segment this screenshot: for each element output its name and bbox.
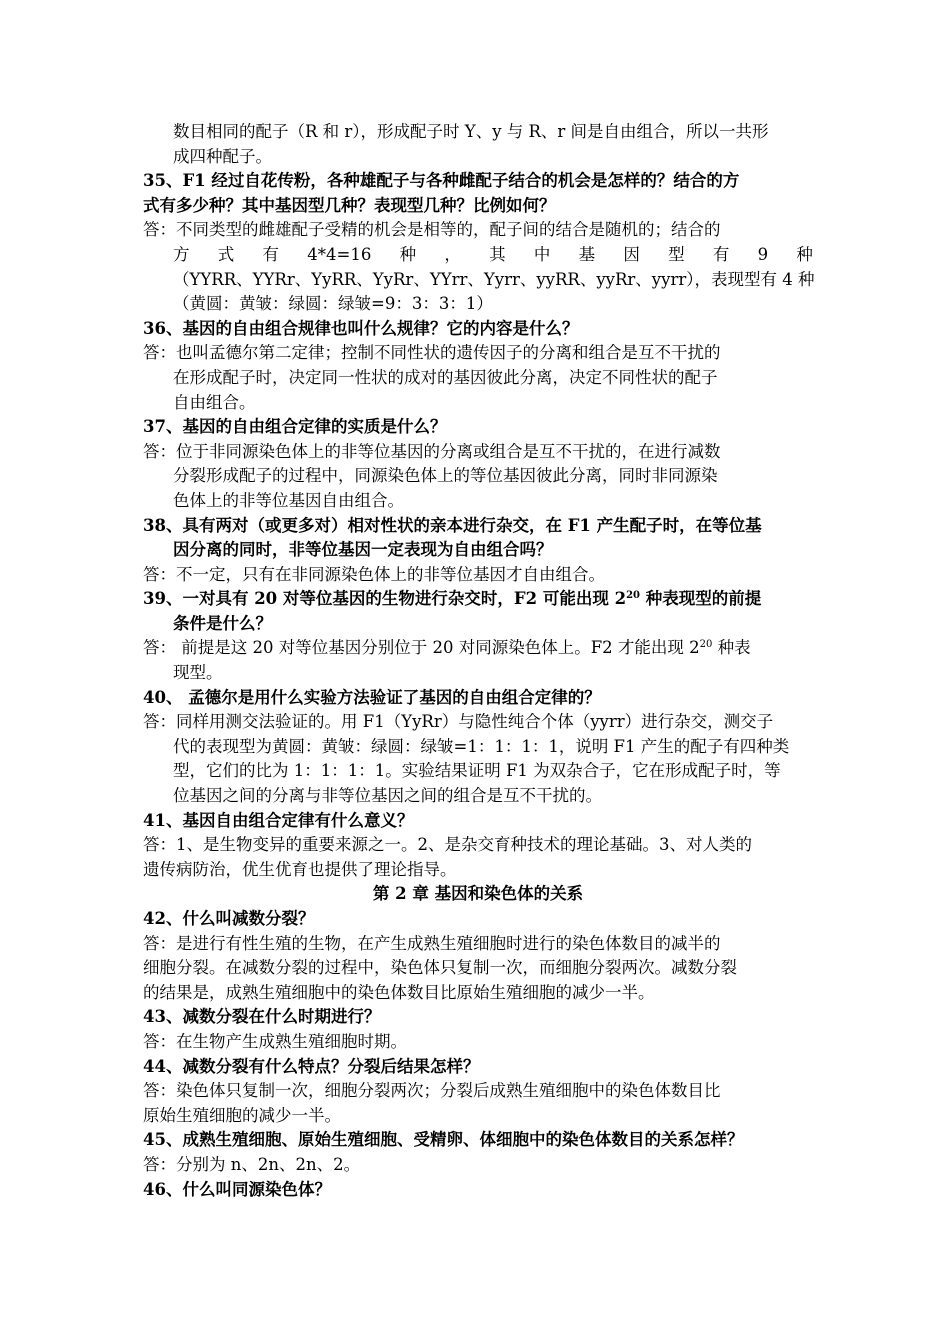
question-block xyxy=(143,587,813,636)
line-text: 条件是什么？ xyxy=(173,613,272,633)
line-text-after: 种表 xyxy=(712,638,751,658)
question-line xyxy=(143,587,813,612)
line-text: 自由组合。 xyxy=(173,392,256,412)
line-text: 39、一对具有 20 对等位基因的生物进行杂交时，F2 可能出现 2 xyxy=(143,589,627,609)
answer-line xyxy=(143,243,813,268)
question-block xyxy=(143,169,813,218)
line-text: 的结果是，成熟生殖细胞中的染色体数目比原始生殖细胞的减少一半。 xyxy=(143,982,655,1002)
justified-token: 有 xyxy=(262,244,279,264)
line-text: 色体上的非等位基因自由组合。 xyxy=(173,490,404,510)
line-text: 35、F1 经过自花传粉，各种雄配子与各种雌配子结合的机会是怎样的？结合的方 xyxy=(143,171,740,191)
line-text: 44、减数分裂有什么特点？分裂后结果怎样？ xyxy=(143,1056,480,1076)
question-line xyxy=(143,514,813,539)
question-line xyxy=(143,194,813,219)
answer-line xyxy=(143,268,813,293)
question-block xyxy=(143,1005,813,1030)
justified-token: 中 xyxy=(533,244,551,264)
justified-token: 其 xyxy=(489,244,506,264)
line-text: 45、成熟生殖细胞、原始生殖细胞、受精卵、体细胞中的染色体数目的关系怎样？ xyxy=(143,1130,744,1150)
answer-line xyxy=(143,292,813,317)
line-text: 答：不一定，只有在非同源染色体上的非等位基因才自由组合。 xyxy=(143,564,605,584)
document-page xyxy=(143,120,813,1202)
answer-line xyxy=(143,563,813,588)
answer-block xyxy=(143,563,813,588)
question-block xyxy=(143,1178,813,1203)
question-line xyxy=(143,1055,813,1080)
chapter-heading-block xyxy=(143,882,813,907)
line-text: 36、基因的自由组合规律也叫什么规律？它的内容是什么？ xyxy=(143,318,579,338)
line-text: 答：不同类型的雌雄配子受精的机会是相等的，配子间的结合是随机的；结合的 xyxy=(143,220,721,240)
line-text: 答：也叫孟德尔第二定律；控制不同性状的遗传因子的分离和组合是互不干扰的 xyxy=(143,343,721,363)
line-text: 答：是进行有性生殖的生物，在产生成熟生殖细胞时进行的染色体数目的减半的 xyxy=(143,933,721,953)
superscript: 20 xyxy=(626,590,640,602)
question-block xyxy=(143,907,813,932)
line-text-after: 种表现型的前提 xyxy=(640,589,762,609)
line-text: 37、基因的自由组合定律的实质是什么？ xyxy=(143,417,447,437)
answer-block xyxy=(143,120,813,169)
line-text: （YYRR、YYRr、YyRR、YyRr、YYrr、Yyrr、yyRR、yyRr、yyrr），表现型有 4 种 xyxy=(173,269,815,289)
question-block xyxy=(143,686,813,711)
question-block xyxy=(143,415,813,440)
line-text: 细胞分裂。在减数分裂的过程中，染色体只复制一次，而细胞分裂两次。减数分裂 xyxy=(143,958,737,978)
question-line xyxy=(143,538,813,563)
line-text: 42、什么叫减数分裂？ xyxy=(143,909,315,928)
answer-line xyxy=(143,489,813,514)
question-line xyxy=(143,1178,813,1203)
answer-line xyxy=(143,391,813,416)
question-line xyxy=(143,612,813,637)
line-text: 型，它们的比为 1：1：1：1。实验结果证明 F1 为双杂合子，它在形成配子时，等 xyxy=(173,761,781,781)
line-text: 答：同样用测交法验证的。用 F1（YyRr）与隐性纯合个体（yyrr）进行杂交，测交子 xyxy=(143,712,774,732)
question-line xyxy=(143,169,813,194)
question-line xyxy=(143,317,813,342)
answer-line xyxy=(143,341,813,366)
answer-line xyxy=(143,145,813,170)
justified-token: 有 xyxy=(712,244,730,264)
question-block xyxy=(143,514,813,563)
line-text: 41、基因自由组合定律有什么意义？ xyxy=(143,810,414,830)
superscript: 20 xyxy=(699,639,713,651)
line-text: 第 2 章 基因和染色体的关系 xyxy=(372,884,584,904)
justified-token: 因 xyxy=(623,244,640,264)
line-text: 遗传病防治，优生优育也提供了理论指导。 xyxy=(143,859,457,879)
answer-line xyxy=(143,981,813,1006)
answer-block xyxy=(143,932,813,1006)
justified-token: 种 xyxy=(796,244,813,264)
question-line xyxy=(143,1128,813,1153)
answer-block xyxy=(143,440,813,514)
line-text: （黄圆：黄皱：绿圆：绿皱=9：3：3：1） xyxy=(173,294,493,314)
answer-line xyxy=(143,636,813,661)
answer-line xyxy=(143,366,813,391)
question-line xyxy=(143,415,813,440)
answer-line xyxy=(143,1030,813,1055)
line-text: 成四种配子。 xyxy=(173,146,272,166)
answer-line xyxy=(143,1153,813,1178)
line-text: 分裂形成配子的过程中，同源染色体上的等位基因彼此分离，同时非同源染 xyxy=(173,466,718,486)
answer-block xyxy=(143,1079,813,1128)
answer-line xyxy=(143,1104,813,1129)
justified-token: 方 xyxy=(173,244,190,264)
line-text: 答：在生物产生成熟生殖细胞时期。 xyxy=(143,1031,407,1051)
line-text: 答： 前提是这 20 对等位基因分别位于 20 对同源染色体上。F2 才能出现 2 xyxy=(143,638,700,658)
line-text: 40、 孟德尔是用什么实验方法验证了基因的自由组合定律的？ xyxy=(143,687,601,707)
line-text: 答：1、是生物变异的重要来源之一。2、是杂交育种技术的理论基础。3、对人类的 xyxy=(143,835,752,855)
line-text: 数目相同的配子（R 和 r），形成配子时 Y、y 与 R、r 间是自由组合，所以一共形 xyxy=(173,122,769,141)
answer-block xyxy=(143,833,813,882)
line-text: 式有多少种？其中基因型几种？表现型几种？比例如何？ xyxy=(143,195,556,215)
answer-line xyxy=(143,956,813,981)
line-text: 位基因之间的分离与非等位基因之间的组合是互不干扰的。 xyxy=(173,786,602,806)
question-block xyxy=(143,809,813,834)
answer-block xyxy=(143,710,813,808)
justified-token: 基 xyxy=(578,244,596,264)
question-block xyxy=(143,1128,813,1153)
question-line xyxy=(143,907,813,932)
line-text: 现型。 xyxy=(173,663,223,683)
answer-line xyxy=(143,218,813,243)
answer-line xyxy=(143,120,813,145)
justified-token: 4*4=16 xyxy=(307,244,372,264)
question-block xyxy=(143,317,813,342)
line-text: 在形成配子时，决定同一性状的成对的基因彼此分离，决定不同性状的配子 xyxy=(173,367,718,387)
question-line xyxy=(143,686,813,711)
question-block xyxy=(143,1055,813,1080)
justified-token: 型 xyxy=(668,244,685,264)
justified-token: 种 xyxy=(399,244,417,264)
line-text: 46、什么叫同源染色体？ xyxy=(143,1179,331,1199)
answer-line xyxy=(143,784,813,809)
line-text: 因分离的同时，非等位基因一定表现为自由组合吗？ xyxy=(173,540,553,560)
line-text: 43、减数分裂在什么时期进行？ xyxy=(143,1007,381,1027)
answer-block xyxy=(143,1030,813,1055)
answer-line xyxy=(143,833,813,858)
answer-line xyxy=(143,464,813,489)
line-text: 代的表现型为黄圆：黄皱：绿圆：绿皱=1：1：1：1，说明 F1 产生的配子有四种类 xyxy=(173,736,790,756)
answer-line xyxy=(143,858,813,883)
justified-token: 式 xyxy=(217,244,235,264)
line-text: 38、具有两对（或更多对）相对性状的亲本进行杂交，在 F1 产生配子时，在等位基 xyxy=(143,515,762,535)
question-line xyxy=(143,1005,813,1030)
line-text: 答：分别为 n、2n、2n、2。 xyxy=(143,1154,361,1174)
answer-block xyxy=(143,636,813,685)
answer-line xyxy=(143,661,813,686)
answer-line xyxy=(143,759,813,784)
answer-line xyxy=(143,440,813,465)
answer-line xyxy=(143,735,813,760)
chapter-heading-line xyxy=(143,882,813,907)
question-line xyxy=(143,809,813,834)
answer-line xyxy=(143,932,813,957)
line-text: 答：位于非同源染色体上的非等位基因的分离或组合是互不干扰的，在进行减数 xyxy=(143,441,721,461)
justified-token: ， xyxy=(444,244,461,264)
answer-line xyxy=(143,710,813,735)
answer-block xyxy=(143,1153,813,1178)
answer-block xyxy=(143,218,813,316)
answer-line xyxy=(143,1079,813,1104)
line-text: 答：染色体只复制一次，细胞分裂两次；分裂后成熟生殖细胞中的染色体数目比 xyxy=(143,1081,721,1101)
answer-block xyxy=(143,341,813,415)
line-text: 原始生殖细胞的减少一半。 xyxy=(143,1105,341,1125)
justified-token: 9 xyxy=(757,244,769,264)
